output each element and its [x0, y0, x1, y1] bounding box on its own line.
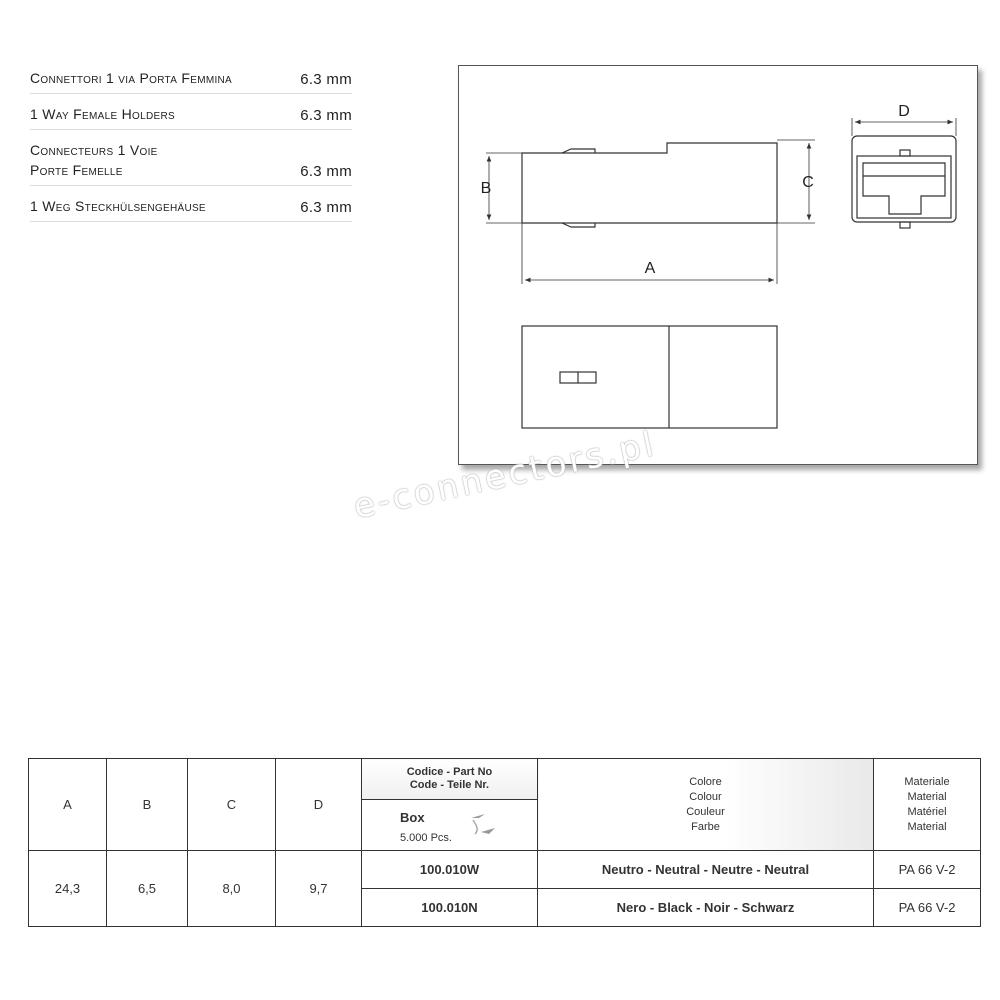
material-header: [874, 759, 981, 851]
dim-value-c: 8,0: [188, 851, 276, 927]
dim-value-a: 24,3: [29, 851, 107, 927]
material-neutral: PA 66 V-2: [874, 851, 981, 889]
dim-header-a: A: [29, 759, 107, 851]
material-header-de: Material: [907, 820, 947, 833]
title-english-size: 6.3 mm: [300, 107, 352, 124]
title-french-size: 6.3 mm: [300, 163, 352, 180]
dim-header-d: D: [276, 759, 362, 851]
side-view-outline: [522, 143, 777, 223]
technical-drawing-panel: [458, 65, 978, 465]
material-header-it: Materiale: [904, 775, 950, 788]
dim-header-b: B: [107, 759, 188, 851]
colour-black: Nero - Black - Noir - Schwarz: [538, 889, 874, 927]
spec-table: [28, 758, 981, 927]
title-french-line1: Connecteurs 1 Voie: [30, 142, 158, 158]
colour-header-de: Farbe: [691, 820, 720, 833]
title-german-text: 1 Weg Steckhülsengehäuse: [30, 198, 206, 214]
end-view-cavity: [863, 163, 945, 214]
dim-value-d: 9,7: [276, 851, 362, 927]
watermark: e-connectors.pl: [350, 423, 660, 528]
label-b: B: [480, 180, 492, 197]
title-english-text: 1 Way Female Holders: [30, 106, 175, 122]
end-view-outer: [852, 136, 956, 222]
box-quantity: 5.000 Pcs.: [400, 832, 452, 844]
product-titles: [30, 58, 352, 222]
title-italian: [30, 58, 352, 94]
code-header-line2: Code - Teile Nr.: [409, 779, 490, 791]
label-d: D: [898, 103, 910, 120]
end-view-inner: [857, 156, 951, 218]
code-header: [362, 759, 538, 800]
material-header-en: Material: [907, 790, 947, 803]
technical-drawing: [459, 66, 977, 464]
part-code-neutral: 100.010W: [362, 851, 538, 889]
title-italian-size: 6.3 mm: [300, 71, 352, 88]
title-french-line2: Porte Femelle: [30, 162, 123, 178]
label-a: A: [644, 260, 656, 277]
title-french: [30, 130, 352, 186]
title-german: [30, 186, 352, 222]
dim-header-c: C: [188, 759, 276, 851]
colour-header-it: Colore: [689, 775, 722, 788]
label-c: C: [802, 174, 814, 191]
box-cell: [362, 800, 538, 851]
box-arrows-icon: [467, 812, 497, 838]
material-black: PA 66 V-2: [874, 889, 981, 927]
dim-value-b: 6,5: [107, 851, 188, 927]
colour-header-fr: Couleur: [686, 805, 725, 818]
colour-header-en: Colour: [689, 790, 722, 803]
title-german-size: 6.3 mm: [300, 199, 352, 216]
box-label: Box: [400, 810, 425, 825]
colour-neutral: Neutro - Neutral - Neutre - Neutral: [538, 851, 874, 889]
title-italian-text: Connettori 1 via Porta Femmina: [30, 70, 233, 86]
title-english: [30, 94, 352, 130]
code-header-line1: Codice - Part No: [406, 766, 493, 778]
colour-header: [538, 759, 874, 851]
part-code-black: 100.010N: [362, 889, 538, 927]
material-header-fr: Matériel: [907, 805, 947, 818]
side-view-latch-top: [562, 149, 595, 153]
